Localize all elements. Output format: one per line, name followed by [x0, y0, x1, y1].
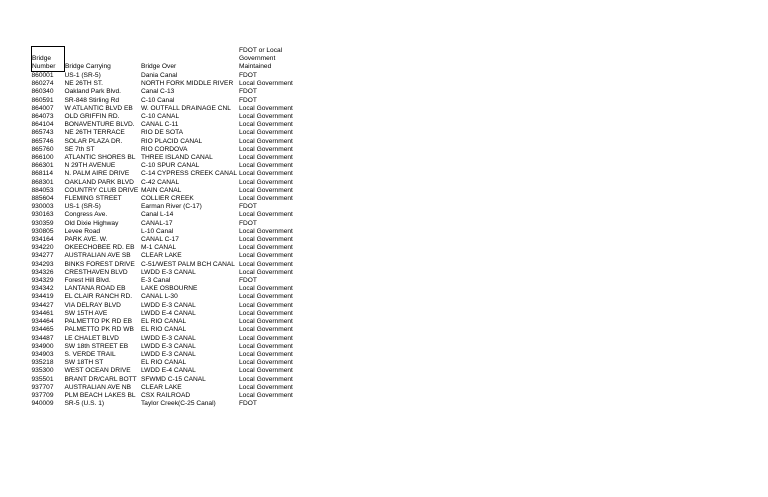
table-row [32, 146, 330, 154]
maintained-cell[interactable]: Local Government [239, 244, 293, 252]
bridge-carrying-cell[interactable]: S. VERDE TRAIL [64, 350, 116, 358]
bridge-carrying-cell[interactable]: COUNTRY CLUB DRIVE [64, 186, 139, 194]
maintained-cell[interactable]: FDOT [239, 219, 257, 227]
bridge-over-cell[interactable]: Canal C-13 [141, 88, 175, 96]
bridge-over-cell[interactable]: C-14 CYPRESS CREEK CANAL [141, 170, 238, 178]
maintained-cell[interactable]: Local Government [239, 309, 293, 317]
bridge-carrying-cell[interactable]: OLD GRIFFIN RD. [64, 113, 120, 121]
bridge-carrying-cell[interactable]: FLEMING STREET [64, 195, 122, 203]
maintained-cell[interactable]: Local Government [239, 178, 293, 186]
bridge-over-cell[interactable]: L-10 Canal [141, 227, 174, 235]
spreadsheet [31, 46, 329, 408]
bridge-carrying-cell[interactable]: LANTANA ROAD EB [64, 285, 126, 293]
bridge-over-cell[interactable]: SFWMD C-15 CANAL [141, 375, 206, 383]
bridge-carrying-cell[interactable]: SW 18th STREET EB [64, 342, 129, 350]
bridge-number-cell[interactable]: 864007 [31, 104, 54, 112]
bridge-over-cell[interactable]: LWDD E-4 CANAL [141, 309, 196, 317]
maintained-cell[interactable]: Local Government [239, 391, 293, 399]
table-row [32, 211, 330, 219]
bridge-over-cell[interactable]: EL RIO CANAL [141, 326, 187, 334]
table-row [32, 302, 330, 310]
bridge-carrying-cell[interactable]: AUSTRALIAN AVE SB [64, 252, 131, 260]
maintained-cell[interactable]: Local Government [239, 227, 293, 235]
bridge-carrying-cell[interactable]: N. PALM AIRE DRIVE [64, 170, 130, 178]
table-row [32, 269, 330, 277]
maintained-cell[interactable]: FDOT [239, 72, 257, 79]
bridge-over-cell[interactable]: LAKE OSBOURNE [141, 285, 198, 293]
bridge-carrying-cell[interactable]: Congress Ave. [64, 211, 108, 219]
table-row [32, 244, 330, 252]
maintained-cell[interactable]: Local Government [239, 129, 293, 137]
bridge-carrying-cell[interactable]: EL CLAIR RANCH RD. [64, 293, 133, 301]
bridge-number-cell[interactable]: 940009 [31, 400, 54, 408]
bridge-over-cell[interactable]: C-10 SPUR CANAL [141, 162, 200, 170]
maintained-cell[interactable]: FDOT [239, 277, 257, 285]
bridge-over-cell[interactable]: C-10 Canal [141, 96, 175, 104]
bridge-number-cell[interactable]: 860274 [31, 80, 54, 88]
bridge-over-cell[interactable]: E-3 Canal [141, 277, 171, 285]
bridge-number-cell[interactable]: 865743 [31, 129, 54, 137]
bridge-number-cell[interactable]: 935218 [31, 359, 54, 367]
bridge-over-cell[interactable]: RIO DE SOTA [141, 129, 184, 137]
maintained-cell[interactable]: Local Government [239, 170, 293, 178]
bridge-number-cell[interactable]: 934465 [31, 326, 54, 334]
header-bridge-number[interactable]: Bridge Number [32, 47, 65, 72]
bridge-carrying-cell[interactable]: CRESTHAVEN BLVD [64, 268, 128, 276]
table-row [32, 400, 330, 408]
bridge-carrying-cell[interactable]: NE 26TH ST. [64, 80, 103, 88]
maintained-cell[interactable]: Local Government [239, 285, 293, 293]
bridge-number-cell[interactable]: 868114 [31, 170, 54, 178]
maintained-cell[interactable]: Local Government [239, 137, 293, 145]
bridge-number-cell[interactable]: 934427 [31, 301, 54, 309]
maintained-cell[interactable]: Local Government [239, 367, 293, 375]
bridge-number-cell[interactable]: 934293 [31, 260, 54, 268]
bridge-over-cell[interactable]: RIO PLACID CANAL [141, 137, 203, 145]
maintained-cell[interactable]: Local Government [239, 104, 293, 112]
table-body [32, 72, 330, 409]
bridge-number-cell[interactable]: 885604 [31, 195, 54, 203]
table-row [32, 154, 330, 162]
bridge-number-cell[interactable]: 934419 [31, 293, 54, 301]
maintained-cell[interactable]: Local Government [239, 350, 293, 358]
table-row [32, 293, 330, 301]
maintained-cell[interactable]: Local Government [239, 162, 293, 170]
bridge-number-cell[interactable]: 934329 [31, 277, 54, 285]
table-row [32, 359, 330, 367]
table-row [32, 80, 330, 88]
bridge-carrying-cell[interactable]: PALMETTO PK RD WB [64, 326, 134, 334]
table-row [32, 343, 330, 351]
maintained-cell[interactable]: FDOT [239, 88, 257, 96]
bridge-over-cell[interactable]: CANAL C-11 [141, 121, 179, 129]
maintained-cell[interactable]: Local Government [239, 113, 293, 121]
bridge-over-cell[interactable]: C-42 CANAL [141, 178, 180, 186]
header-bridge-carrying[interactable]: Bridge Carrying [65, 63, 111, 71]
table-row [32, 285, 330, 293]
table-row [32, 179, 330, 187]
bridge-number-cell[interactable]: 935300 [31, 367, 54, 375]
bridge-number-cell[interactable]: 860340 [31, 88, 54, 96]
bridge-over-cell[interactable]: CANAL-17 [141, 219, 173, 227]
table-row [32, 195, 330, 203]
table-row [32, 335, 330, 343]
maintained-cell[interactable]: Local Government [239, 342, 293, 350]
header-row [32, 47, 330, 72]
bridge-carrying-cell[interactable]: Oakland Park Blvd. [64, 88, 121, 96]
bridge-number-cell[interactable]: 860591 [31, 96, 54, 104]
bridge-number-cell[interactable]: 934164 [31, 236, 54, 244]
maintained-cell[interactable]: Local Government [239, 195, 293, 203]
table-row [32, 236, 330, 244]
bridge-number-cell[interactable]: 868301 [31, 178, 54, 186]
table-row [32, 72, 330, 81]
maintained-cell[interactable]: Local Government [239, 145, 293, 153]
bridge-over-cell[interactable]: THREE ISLAND CANAL [141, 154, 213, 162]
bridge-over-cell[interactable]: Taylor Creek(C-25 Canal) [141, 400, 216, 408]
bridge-over-cell[interactable]: LWDD E-4 CANAL [141, 367, 196, 375]
maintained-cell[interactable]: FDOT [239, 400, 257, 408]
bridge-carrying-cell[interactable]: N 29TH AVENUE [64, 162, 116, 170]
bridge-carrying-cell[interactable]: SOLAR PLAZA DR. [64, 137, 123, 145]
table-row [32, 318, 330, 326]
maintained-cell[interactable]: Local Government [239, 334, 293, 342]
bridge-carrying-cell[interactable]: US-1 (SR-5) [64, 203, 101, 211]
table-row [32, 392, 330, 400]
table-row [32, 170, 330, 178]
bridge-over-cell[interactable]: NORTH FORK MIDDLE RIVER [141, 80, 234, 88]
bridge-carrying-cell[interactable]: AUSTRALIAN AVE NB [64, 383, 132, 391]
bridge-over-cell[interactable]: C-10 CANAL [141, 113, 180, 121]
maintained-cell[interactable]: Local Government [239, 260, 293, 268]
table-row [32, 187, 330, 195]
table-row [32, 351, 330, 359]
bridge-number-cell[interactable]: 860001 [31, 72, 54, 79]
bridge-number-cell[interactable]: 937709 [31, 391, 54, 399]
table-row [32, 310, 330, 318]
bridge-carrying-cell[interactable]: PALMETTO PK RD EB [64, 318, 133, 326]
maintained-cell[interactable]: FDOT [239, 203, 257, 211]
bridge-carrying-cell[interactable]: PLM BEACH LAKES BL [64, 391, 136, 399]
table-row [32, 105, 330, 113]
maintained-cell[interactable]: FDOT [239, 96, 257, 104]
bridge-number-cell[interactable]: 866100 [31, 154, 54, 162]
bridge-over-cell[interactable]: CLEAR LAKE [141, 383, 182, 391]
bridge-carrying-cell[interactable]: W ATLANTIC BLVD EB [64, 104, 133, 112]
bridge-over-cell[interactable]: EL RIO CANAL [141, 318, 187, 326]
maintained-cell[interactable]: Local Government [239, 293, 293, 301]
table-row [32, 138, 330, 146]
bridge-carrying-cell[interactable]: SW 15TH AVE [64, 309, 108, 317]
bridge-over-cell[interactable]: M-1 CANAL [141, 244, 177, 252]
bridge-over-cell[interactable]: Dania Canal [141, 72, 178, 79]
maintained-cell[interactable]: Local Government [239, 359, 293, 367]
maintained-cell[interactable]: Local Government [239, 186, 293, 194]
table-row [32, 228, 330, 236]
table-row [32, 326, 330, 334]
bridge-over-cell[interactable]: LWDD E-3 CANAL [141, 301, 196, 309]
header-maintained[interactable]: FDOT or Local Government Maintained [239, 46, 283, 71]
bridge-table [31, 46, 329, 408]
maintained-cell[interactable]: Local Government [239, 383, 293, 391]
bridge-number-cell[interactable]: 930163 [31, 211, 54, 219]
bridge-number-cell[interactable]: 930359 [31, 219, 54, 227]
bridge-number-cell[interactable]: 935501 [31, 375, 54, 383]
bridge-carrying-cell[interactable]: Old Dixie Highway [64, 219, 119, 227]
bridge-carrying-cell[interactable]: Forest Hill Blvd. [64, 277, 111, 285]
maintained-cell[interactable]: Local Government [239, 375, 293, 383]
table-row [32, 384, 330, 392]
bridge-carrying-cell[interactable]: VIA DELRAY BLVD [64, 301, 121, 309]
maintained-cell[interactable]: Local Government [239, 301, 293, 309]
bridge-number-cell[interactable]: 930805 [31, 227, 54, 235]
bridge-carrying-cell[interactable]: BINKS FOREST DRIVE [64, 260, 135, 268]
maintained-cell[interactable]: Local Government [239, 268, 293, 276]
bridge-carrying-cell[interactable]: ATLANTIC SHORES BL [64, 154, 136, 162]
bridge-number-cell[interactable]: 884053 [31, 186, 54, 194]
table-row [32, 367, 330, 375]
bridge-over-cell[interactable]: MAIN CANAL [141, 186, 182, 194]
bridge-carrying-cell[interactable]: US-1 (SR-5) [64, 72, 101, 79]
bridge-carrying-cell[interactable]: WEST OCEAN DRIVE [64, 367, 131, 375]
bridge-over-cell[interactable]: Canal L-14 [141, 211, 174, 219]
bridge-over-cell[interactable]: CANAL L-30 [141, 293, 178, 301]
bridge-over-cell[interactable]: C-51/WEST PALM BCH CANAL [141, 260, 235, 268]
bridge-over-cell[interactable]: RIO CORDOVA [141, 145, 188, 153]
bridge-over-cell[interactable]: LWDD E-3 CANAL [141, 334, 196, 342]
table-row [32, 162, 330, 170]
table-row [32, 113, 330, 121]
bridge-over-cell[interactable]: EL RIO CANAL [141, 359, 187, 367]
bridge-carrying-cell[interactable]: SE 7th ST [64, 145, 95, 153]
table-row [32, 261, 330, 269]
bridge-carrying-cell[interactable]: OKEECHOBEE RD. EB [64, 244, 135, 252]
bridge-carrying-cell[interactable]: LE CHALET BLVD [64, 334, 119, 342]
bridge-carrying-cell[interactable]: OAKLAND PARK BLVD [64, 178, 134, 186]
maintained-cell[interactable]: Local Government [239, 211, 293, 219]
table-row [32, 376, 330, 384]
bridge-carrying-cell[interactable]: BRANT DR/CARL BOTT [64, 375, 137, 383]
bridge-carrying-cell[interactable]: PARK AVE. W. [64, 236, 108, 244]
bridge-carrying-cell[interactable]: Levee Road [64, 227, 101, 235]
bridge-number-cell[interactable]: 934277 [31, 252, 54, 260]
bridge-number-cell[interactable]: 934464 [31, 318, 54, 326]
bridge-over-cell[interactable]: CLEAR LAKE [141, 252, 182, 260]
bridge-number-cell[interactable]: 937707 [31, 383, 54, 391]
bridge-over-cell[interactable]: LWDD E-3 CANAL [141, 268, 196, 276]
maintained-cell[interactable]: Local Government [239, 318, 293, 326]
bridge-over-cell[interactable]: Earman River (C-17) [141, 203, 202, 211]
bridge-number-cell[interactable]: 864073 [31, 113, 54, 121]
bridge-over-cell[interactable]: CANAL C-17 [141, 236, 179, 244]
table-row [32, 121, 330, 129]
table-row [32, 97, 330, 105]
bridge-over-cell[interactable]: LWDD E-3 CANAL [141, 342, 196, 350]
table-row [32, 277, 330, 285]
bridge-number-cell[interactable]: 934461 [31, 309, 54, 317]
bridge-over-cell[interactable]: W. OUTFALL DRAINAGE CNL [141, 104, 231, 112]
bridge-number-cell[interactable]: 866301 [31, 162, 54, 170]
bridge-over-cell[interactable]: CSX RAILROAD [141, 391, 191, 399]
header-bridge-over[interactable]: Bridge Over [141, 63, 177, 71]
bridge-number-cell[interactable]: 934903 [31, 350, 54, 358]
bridge-number-cell[interactable]: 934900 [31, 342, 54, 350]
bridge-number-cell[interactable]: 865746 [31, 137, 54, 145]
bridge-carrying-cell[interactable]: SW 18TH ST [64, 359, 104, 367]
maintained-cell[interactable]: Local Government [239, 252, 293, 260]
table-row [32, 220, 330, 228]
bridge-number-cell[interactable]: 934487 [31, 334, 54, 342]
bridge-number-cell[interactable]: 930003 [31, 203, 54, 211]
bridge-number-cell[interactable]: 864104 [31, 121, 54, 129]
bridge-carrying-cell[interactable]: BONAVENTURE BLVD. [64, 121, 135, 129]
table-row [32, 129, 330, 137]
bridge-carrying-cell[interactable]: SR-5 (U.S. 1) [64, 400, 105, 408]
maintained-cell[interactable]: Local Government [239, 326, 293, 334]
maintained-cell[interactable]: Local Government [239, 154, 293, 162]
maintained-cell[interactable]: Local Government [239, 80, 293, 88]
bridge-number-cell[interactable]: 865760 [31, 145, 54, 153]
table-row [32, 203, 330, 211]
bridge-carrying-cell[interactable]: SR-848 Stirling Rd [64, 96, 120, 104]
maintained-cell[interactable]: Local Government [239, 236, 293, 244]
maintained-cell[interactable]: Local Government [239, 121, 293, 129]
bridge-number-cell[interactable]: 934342 [31, 285, 54, 293]
bridge-over-cell[interactable]: COLLIER CREEK [141, 195, 194, 203]
bridge-over-cell[interactable]: LWDD E-3 CANAL [141, 350, 196, 358]
bridge-number-cell[interactable]: 934326 [31, 268, 54, 276]
bridge-number-cell[interactable]: 934220 [31, 244, 54, 252]
bridge-carrying-cell[interactable]: NE 26TH TERRACE [64, 129, 125, 137]
table-row [32, 252, 330, 260]
table-row [32, 88, 330, 96]
